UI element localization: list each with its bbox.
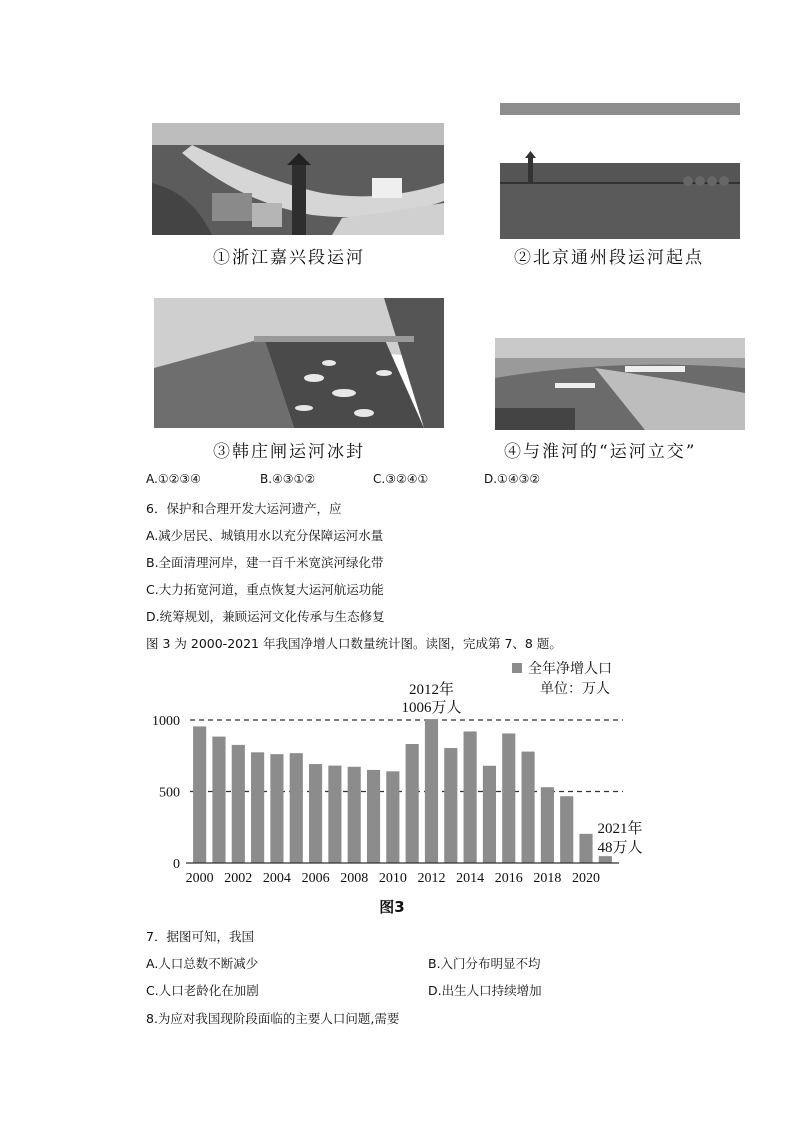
q6-option-b: B.全面清理河岸，建一百千米宽滨河绿化带 <box>146 555 384 570</box>
bar-2014 <box>464 731 477 863</box>
x-tick-label-2018: 2018 <box>533 871 562 886</box>
bar-2021 <box>599 856 612 863</box>
bar-2006 <box>309 764 322 863</box>
annotation-2012-year: 2012年 <box>408 682 454 698</box>
photo-jiaxing-canal <box>152 123 444 235</box>
x-tick-label-2004: 2004 <box>262 871 291 886</box>
figure-label: 图3 <box>379 898 405 916</box>
annotation-2021-year: 2021年 <box>597 821 643 837</box>
bar-2018 <box>541 787 554 863</box>
x-tick-label-2016: 2016 <box>494 871 523 886</box>
x-tick-label-2012: 2012 <box>417 871 446 886</box>
y-tick-label-0: 0 <box>173 857 180 872</box>
bar-2001 <box>212 737 225 863</box>
q5-option-a: A.①②③④ <box>146 472 201 486</box>
annotation-2021-value: 48万人 <box>597 840 643 856</box>
bar-2008 <box>348 767 361 863</box>
x-tick-label-2008: 2008 <box>340 871 369 886</box>
x-tick-label-2020: 2020 <box>572 871 601 886</box>
photo-huai-interchange <box>495 338 745 430</box>
q5-option-c: C.③②④① <box>373 472 429 486</box>
photo-hanzhuang-frozen <box>154 298 444 428</box>
x-tick-label-2010: 2010 <box>378 871 407 886</box>
q5-option-d: D.①④③② <box>484 472 541 486</box>
bar-2004 <box>270 754 283 863</box>
bar-2015 <box>483 766 496 863</box>
legend-label: 全年净增人口 <box>528 662 612 677</box>
photo-caption-1: ①浙江嘉兴段运河 <box>213 248 365 268</box>
bar-2009 <box>367 770 380 863</box>
bar-2011 <box>406 744 419 863</box>
bar-2007 <box>328 766 341 863</box>
unit-label: 单位：万人 <box>540 682 610 697</box>
q6-stem: 6．保护和合理开发大运河遗产，应 <box>146 501 342 516</box>
q7-option-a: A.人口总数不断减少 <box>146 956 259 971</box>
q6-option-d: D.统筹规划，兼顾运河文化传承与生态修复 <box>146 609 385 624</box>
q6-option-a: A.减少居民、城镇用水以充分保障运河水量 <box>146 528 384 543</box>
x-tick-label-2000: 2000 <box>185 871 214 886</box>
q7-option-d: D.出生人口持续增加 <box>428 983 542 998</box>
q6-option-c: C.大力拓宽河道，重点恢复大运河航运功能 <box>146 582 384 597</box>
q7-option-c: C.人口老龄化在加剧 <box>146 983 259 998</box>
x-tick-label-2006: 2006 <box>301 871 330 886</box>
bar-2013 <box>444 748 457 863</box>
x-tick-label-2002: 2002 <box>224 871 253 886</box>
photo-caption-4: ④与淮河的“运河立交” <box>504 442 697 462</box>
bar-2012 <box>425 719 438 863</box>
bar-2002 <box>232 745 245 863</box>
annotation-2012-value: 1006万人 <box>401 700 462 716</box>
bar-2003 <box>251 752 264 863</box>
q8-stem: 8.为应对我国现阶段面临的主要人口问题,需要 <box>146 1011 400 1026</box>
bar-2019 <box>560 796 573 863</box>
chart-intro: 图 3 为 2000-2021 年我国净增人口数量统计图。读图，完成第 7、8 题。 <box>146 636 562 651</box>
bar-2010 <box>386 771 399 863</box>
net-population-chart <box>140 655 660 920</box>
legend-swatch <box>512 663 522 673</box>
photo-tongzhou-canal <box>500 103 740 239</box>
q7-stem: 7．据图可知，我国 <box>146 929 254 944</box>
q5-option-b: B.④③①② <box>260 472 316 486</box>
y-tick-label-1000: 1000 <box>152 714 180 729</box>
bar-2020 <box>579 834 592 863</box>
y-tick-label-500: 500 <box>159 785 180 801</box>
photo-caption-2: ②北京通州段运河起点 <box>514 248 704 268</box>
photo-caption-3: ③韩庄闸运河冰封 <box>213 442 365 462</box>
bar-2000 <box>193 726 206 863</box>
bar-2016 <box>502 733 515 863</box>
q7-option-b: B.入门分布明显不均 <box>428 956 541 971</box>
bar-2017 <box>522 752 535 863</box>
bar-2005 <box>290 753 303 863</box>
x-tick-label-2014: 2014 <box>456 871 485 886</box>
